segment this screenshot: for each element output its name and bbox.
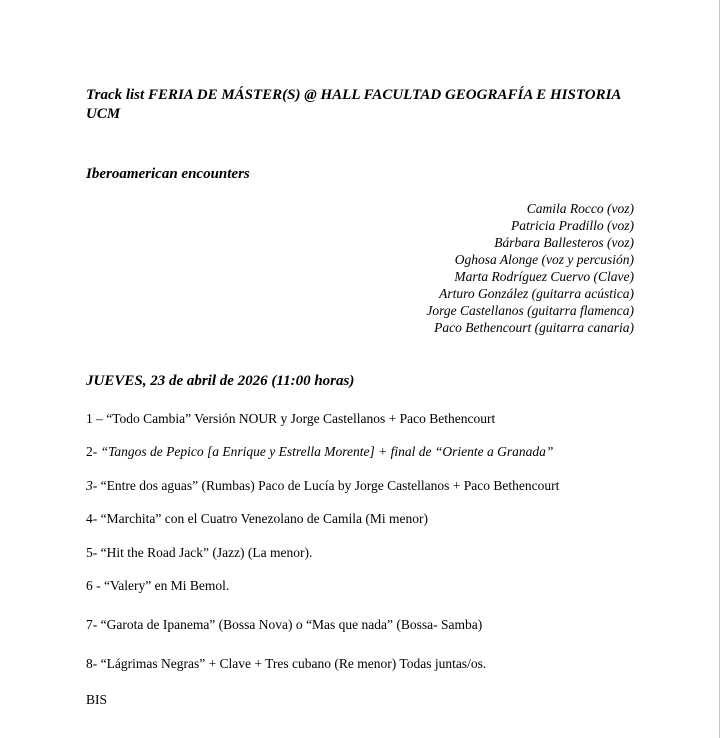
performer-item: Jorge Castellanos (guitarra flamenca) <box>426 303 634 318</box>
performer-item: Patricia Pradillo (voz) <box>511 218 634 233</box>
performer-item: Bárbara Ballesteros (voz) <box>494 235 634 250</box>
document-subtitle: Iberoamerican encounters <box>86 166 250 182</box>
track-item-8: 8- “Lágrimas Negras” + Clave + Tres cubano (Re menor) Todas juntas/os. <box>86 656 487 671</box>
performer-list <box>426 200 634 336</box>
track-item-1: 1 – “Todo Cambia” Versión NOUR y Jorge Castellanos + Paco Bethencourt <box>86 411 496 426</box>
track-item-3 <box>86 477 559 494</box>
performer-item: Paco Bethencourt (guitarra canaria) <box>434 320 634 335</box>
track-title-italic: “Tangos de Pepico [a Enrique y Estrella Morente] <box>100 444 375 459</box>
track-item-7: 7- “Garota de Ipanema” (Bossa Nova) o “Mas que nada” (Bossa- Samba) <box>86 617 483 632</box>
performer-item: Marta Rodríguez Cuervo (Clave) <box>454 269 634 284</box>
track-item-4: 4- “Marchita” con el Cuatro Venezolano de Camila (Mi menor) <box>86 511 429 526</box>
track-number: 2- <box>86 444 101 459</box>
document-title <box>86 86 646 124</box>
performance-date: JUEVES, 23 de abril de 2026 (11:00 horas) <box>86 373 355 389</box>
performer-item: Arturo González (guitarra acústica) <box>439 286 634 301</box>
encore-label: BIS <box>86 692 108 707</box>
track-item-6: 6 - “Valery” en Mi Bemol. <box>86 578 230 593</box>
track-title-suffix: + final de “Oriente a Granada” <box>374 444 554 459</box>
page-edge <box>719 0 720 738</box>
performer-item: Oghosa Alonge (voz y percusión) <box>454 252 634 267</box>
track-number: 3- <box>86 478 101 493</box>
track-item-2 <box>86 443 553 460</box>
track-title: “Entre dos aguas” (Rumbas) Paco de Lucía by Jorge Castellanos + Paco Bethencourt <box>100 478 560 493</box>
track-item-5: 5- “Hit the Road Jack” (Jazz) (La menor). <box>86 545 313 560</box>
title-main: FERIA DE MÁSTER(S) @ HALL FACULTAD GEOGRAFÍA E HISTORIA UCM <box>86 87 621 122</box>
performer-item: Camila Rocco (voz) <box>526 201 634 216</box>
title-prefix: Track list <box>86 87 148 103</box>
